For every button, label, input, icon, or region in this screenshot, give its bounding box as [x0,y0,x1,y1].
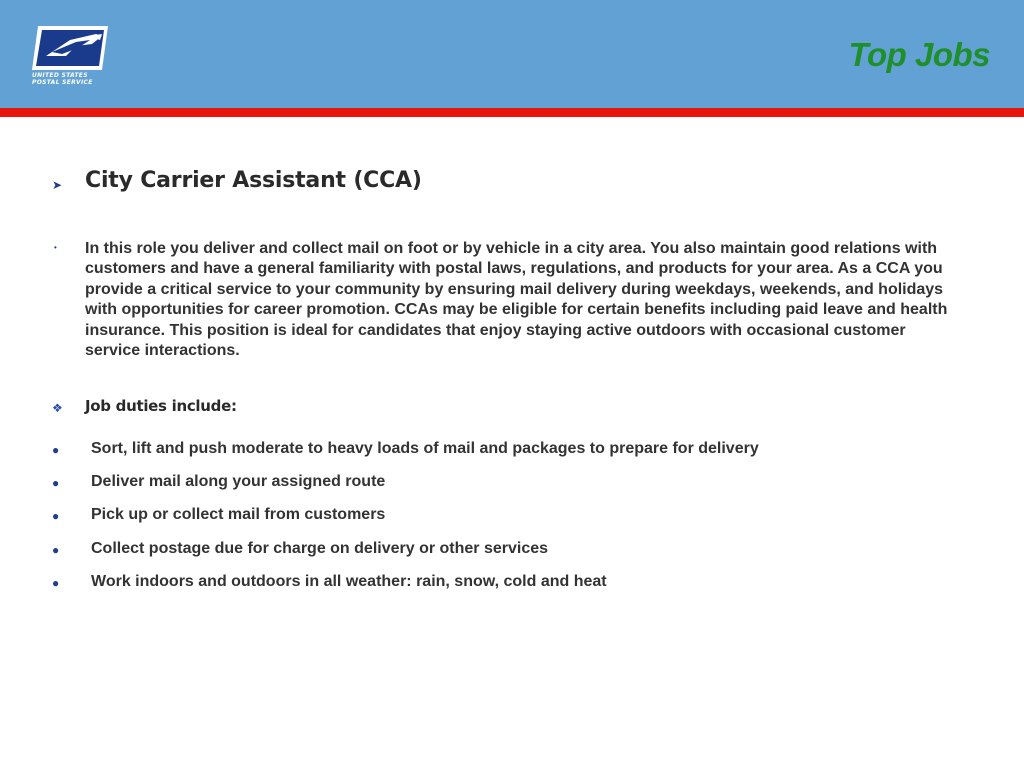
usps-eagle-logo [32,26,110,90]
dot-bullet-icon: ● [52,443,60,457]
duty-text: Pick up or collect mail from customers [91,506,386,523]
duties-label: Job duties include: [85,397,237,415]
arrow-bullet-icon: ➤ [52,178,63,192]
logo-text-line2: POSTAL SERVICE [32,79,93,86]
dot-bullet-icon: ● [52,509,60,523]
small-dot-bullet-icon: • [54,243,57,252]
section-heading: City Carrier Assistant (CCA) [85,168,422,193]
duty-text: Collect postage due for charge on delivery or other services [91,540,549,557]
eagle-icon [32,26,110,72]
page-title: Top Jobs [848,36,990,73]
diamond-bullet-icon: ❖ [52,401,63,415]
dot-bullet-icon: ● [52,476,60,490]
duty-text: Deliver mail along your assigned route [91,473,386,490]
duty-text: Sort, lift and push moderate to heavy loads of mail and packages to prepare for delivery [91,440,759,457]
role-description: In this role you deliver and collect mail on foot or by vehicle in a city area. You also maintain good relations with customers and have a general familiarity with postal laws, regulations, and products for your area. As a CCA you provide a critical service to your community by ensuring mail delivery during weekdays, weekends, and holidays with opportunities for career promotion. CCAs may be eligible for certain benefits including paid leave and health insurance. This position is ideal for candidates that enjoy staying active outdoors with occasional customer service interactions. [85,240,948,360]
header-band [0,0,1024,108]
dot-bullet-icon: ● [52,543,60,557]
dot-bullet-icon: ● [52,576,60,590]
logo-text-line1: UNITED STATES [32,72,88,79]
duty-text: Work indoors and outdoors in all weather: rain, snow, cold and heat [91,573,607,590]
red-divider [0,108,1024,117]
